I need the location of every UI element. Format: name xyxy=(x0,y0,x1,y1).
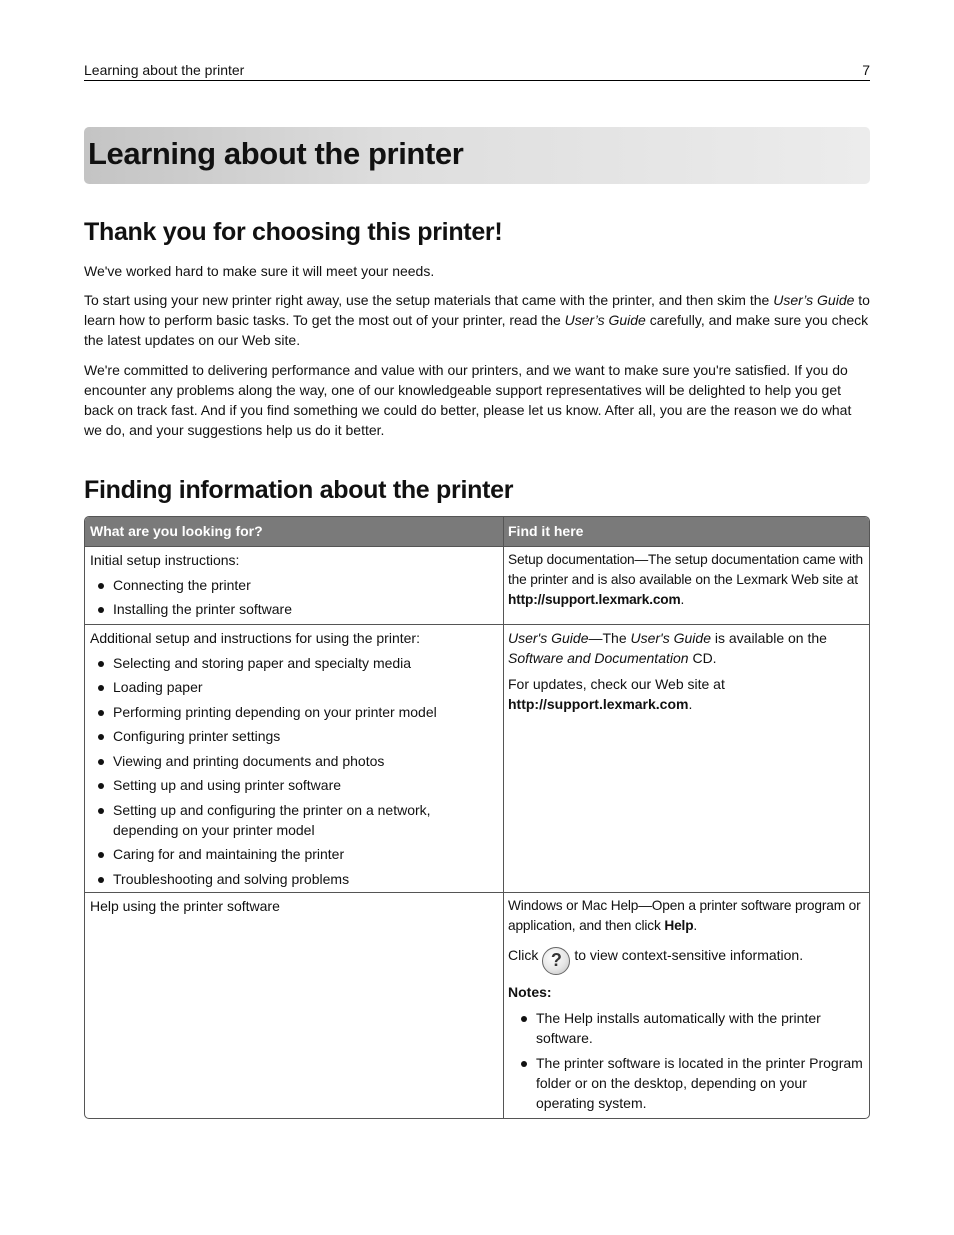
column-divider xyxy=(503,517,504,1118)
chapter-title: Learning about the printer xyxy=(88,136,464,171)
support-link[interactable]: http://support.lexmark.com xyxy=(508,696,689,712)
help-label: Help xyxy=(664,918,694,933)
period: . xyxy=(693,918,698,933)
table-header-row xyxy=(85,517,869,546)
list-item: Troubleshooting and solving problems xyxy=(90,869,495,889)
column-header-find-it-here: Find it here xyxy=(508,523,584,539)
row-divider xyxy=(85,624,869,625)
list-item: Loading paper xyxy=(90,677,495,697)
cd-end-text: CD. xyxy=(688,650,717,666)
list-item: Connecting the printer xyxy=(90,575,495,595)
help-text: Windows or Mac Help—Open a printer software program or application, and then click xyxy=(508,898,861,933)
list-item: Performing printing depending on your printer model xyxy=(90,702,495,722)
row-1-right-text: Setup documentation—The setup documentation came with the printer and is also available on the Lexmark Web site at xyxy=(508,552,863,587)
section-heading-thanks: Thank you for choosing this printer! xyxy=(84,218,503,246)
table-row-1-left xyxy=(90,550,495,619)
support-link[interactable]: http://support.lexmark.com xyxy=(508,592,681,607)
table-row-1-right xyxy=(508,550,866,610)
row-2-intro: Additional setup and instructions for using the printer: xyxy=(90,630,420,646)
click-help-line xyxy=(508,945,866,975)
commitment-paragraph: We're committed to delivering performance and value with our printers, and we want to make sure you're satisfied. If you do encounter any problems along the way, one of our knowledgeable support representatives will be delighted to help you get back on track fast. And if you find something we could do better, please let us know. After all, you are the reason we do what we do, and your suggestions help us do it better. xyxy=(84,362,852,438)
chapter-title-band xyxy=(84,127,870,184)
section-heading-finding: Finding information about the printer xyxy=(84,476,514,504)
p2-text-a: To start using your new printer right away, use the setup materials that came with the printer, and then skim the xyxy=(84,292,774,308)
click-rest: to view context-sensitive information. xyxy=(574,947,804,963)
list-item: Viewing and printing documents and photos xyxy=(90,751,495,771)
getting-started-paragraph xyxy=(84,290,870,350)
users-guide-ref: User's Guide xyxy=(630,630,711,646)
table-row-2-left xyxy=(90,628,495,889)
notes-list xyxy=(513,1008,866,1113)
click-word: Click xyxy=(508,947,539,963)
dash-text: —The xyxy=(588,630,631,646)
table-row-2-right xyxy=(508,628,866,714)
row-2-right-guide xyxy=(508,628,866,668)
row-divider xyxy=(85,892,869,893)
row-3-help-text xyxy=(508,896,866,936)
list-item: Setting up and using printer software xyxy=(90,775,495,795)
row-1-list xyxy=(90,575,495,620)
row-2-right-updates xyxy=(508,674,866,714)
note-item: The Help installs automatically with the printer software. xyxy=(513,1008,866,1048)
row-1-intro: Initial setup instructions: xyxy=(90,552,240,568)
row-2-list xyxy=(90,653,495,889)
row-divider xyxy=(85,546,869,547)
period: . xyxy=(688,696,693,712)
p2-text-b: to learn how to perform basic tasks. To get the most out of your printer, read the xyxy=(84,292,870,328)
page-number: 7 xyxy=(862,62,870,78)
p2-text-c: carefully, and make sure you check the latest updates on our Web site. xyxy=(84,312,869,348)
list-item: Setting up and configuring the printer on a network, depending on your printer model xyxy=(90,800,495,840)
list-item: Caring for and maintaining the printer xyxy=(90,844,495,864)
users-guide-ref: User's Guide xyxy=(508,630,589,646)
running-header xyxy=(84,60,870,81)
list-item: Selecting and storing paper and specialty media xyxy=(90,653,495,673)
period: . xyxy=(680,592,685,607)
column-header-looking-for: What are you looking for? xyxy=(90,523,263,539)
list-item: Installing the printer software xyxy=(90,599,495,619)
users-guide-ref: User’s Guide xyxy=(564,312,646,328)
mid-text: is available on the xyxy=(710,630,827,646)
notes-label: Notes: xyxy=(508,984,552,1000)
users-guide-ref: User’s Guide xyxy=(773,292,855,308)
updates-text: For updates, check our Web site at xyxy=(508,676,725,692)
cd-ref: Software and Documentation xyxy=(508,650,689,666)
help-icon[interactable]: ? xyxy=(542,947,570,975)
running-header-title: Learning about the printer xyxy=(84,62,245,78)
table-row-3-right xyxy=(508,896,866,1113)
list-item: Configuring printer settings xyxy=(90,726,495,746)
table-row-3-left: Help using the printer software xyxy=(90,898,280,914)
note-item: The printer software is located in the printer Program folder or on the desktop, depending on your operating system. xyxy=(513,1053,866,1113)
intro-paragraph: We've worked hard to make sure it will meet your needs. xyxy=(84,263,435,279)
info-table xyxy=(84,516,870,1119)
